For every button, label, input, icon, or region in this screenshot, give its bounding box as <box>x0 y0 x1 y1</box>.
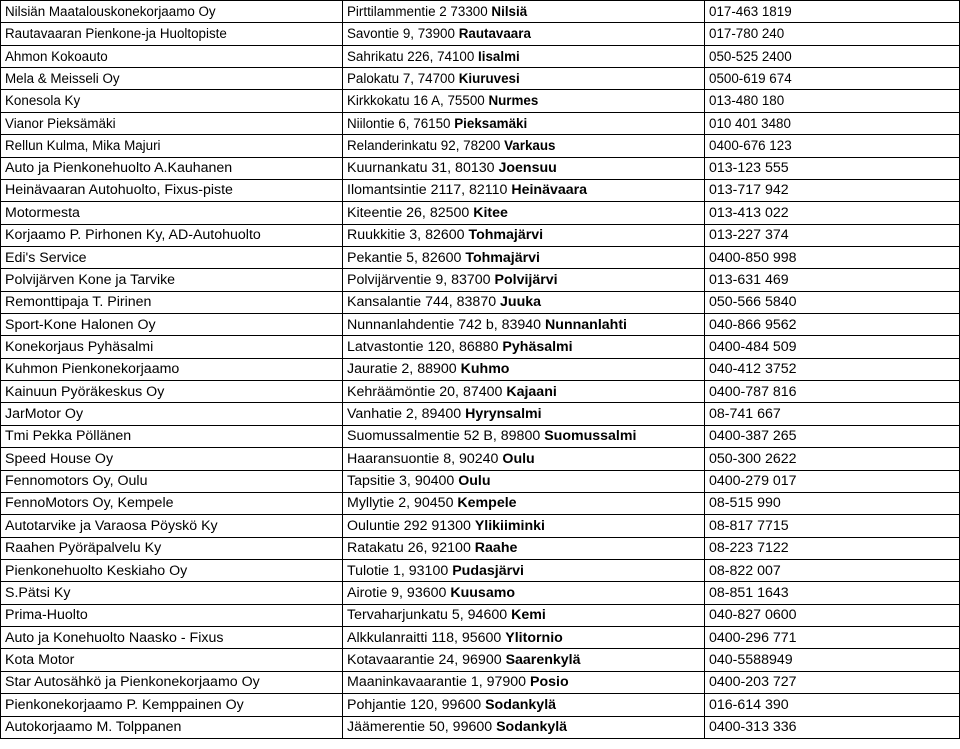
phone-number: 017-463 1819 <box>705 1 960 23</box>
city-name: Iisalmi <box>478 48 520 64</box>
dealer-name: Ahmon Kokoauto <box>1 45 343 67</box>
city-name: Varkaus <box>504 138 556 154</box>
city-name: Raahe <box>474 540 518 557</box>
street-address: Savontie 9, 73900 <box>347 26 455 42</box>
city-name: Pyhäsalmi <box>502 338 573 355</box>
phone-number: 0400-203 727 <box>705 671 960 693</box>
dealer-name: Kuhmon Pienkonekorjaamo <box>1 358 343 380</box>
dealer-name: FennoMotors Oy, Kempele <box>1 492 343 514</box>
city-name: Ylikiiminki <box>474 517 545 534</box>
dealer-name: Nilsiän Maatalouskonekorjaamo Oy <box>1 1 343 23</box>
city-name: Kuhmo <box>460 361 510 378</box>
phone-number: 0400-787 816 <box>705 381 960 403</box>
table-row <box>1 671 960 693</box>
dealer-address <box>343 157 705 179</box>
dealer-address <box>343 381 705 403</box>
dealer-address <box>343 135 705 157</box>
city-name: Rautavaara <box>458 26 531 42</box>
phone-number: 040-5588949 <box>705 649 960 671</box>
dealer-name: Kainuun Pyöräkeskus Oy <box>1 381 343 403</box>
phone-number: 040-412 3752 <box>705 358 960 380</box>
phone-number: 0400-676 123 <box>705 135 960 157</box>
table-row <box>1 1 960 23</box>
phone-number: 0500-619 674 <box>705 68 960 90</box>
dealer-address <box>343 269 705 291</box>
street-address: Relanderinkatu 92, 78200 <box>347 138 501 154</box>
table-row <box>1 135 960 157</box>
street-address: Alkkulanraitti 118, 95600 <box>347 629 502 646</box>
city-name: Kitee <box>473 204 508 221</box>
dealer-name: Konesola Ky <box>1 90 343 112</box>
dealer-name: Fennomotors Oy, Oulu <box>1 470 343 492</box>
dealer-name: Remonttipaja T. Pirinen <box>1 291 343 313</box>
phone-number: 0400-313 336 <box>705 716 960 738</box>
dealer-address <box>343 112 705 134</box>
dealer-address <box>343 425 705 447</box>
table-row <box>1 23 960 45</box>
street-address: Tervaharjunkatu 5, 94600 <box>347 607 508 624</box>
table-row <box>1 649 960 671</box>
table-row <box>1 179 960 201</box>
city-name: Ylitornio <box>505 629 563 646</box>
dealer-name: Polvijärven Kone ja Tarvike <box>1 269 343 291</box>
dealer-address <box>343 649 705 671</box>
dealer-address <box>343 448 705 470</box>
phone-number: 013-717 942 <box>705 179 960 201</box>
street-address: Sahrikatu 226, 74100 <box>347 48 475 64</box>
dealer-address <box>343 492 705 514</box>
dealer-address <box>343 224 705 246</box>
dealer-address <box>343 68 705 90</box>
table-row <box>1 269 960 291</box>
phone-number: 0400-850 998 <box>705 246 960 268</box>
phone-number: 013-227 374 <box>705 224 960 246</box>
street-address: Tulotie 1, 93100 <box>347 562 449 579</box>
city-name: Hyrynsalmi <box>465 406 542 423</box>
street-address: Ilomantsintie 2117, 82110 <box>347 182 508 199</box>
phone-number: 08-515 990 <box>705 492 960 514</box>
dealer-name: Konekorjaus Pyhäsalmi <box>1 336 343 358</box>
phone-number: 040-866 9562 <box>705 314 960 336</box>
city-name: Sodankylä <box>485 696 557 713</box>
table-row <box>1 202 960 224</box>
dealer-address <box>343 90 705 112</box>
dealer-address <box>343 515 705 537</box>
city-name: Tohmajärvi <box>468 227 544 244</box>
dealer-table-body <box>1 1 960 739</box>
street-address: Niilontie 6, 76150 <box>347 115 451 131</box>
dealer-name: Autotarvike ja Varaosa Pöyskö Ky <box>1 515 343 537</box>
dealer-name: Speed House Oy <box>1 448 343 470</box>
dealer-address <box>343 716 705 738</box>
phone-number: 013-413 022 <box>705 202 960 224</box>
dealer-address <box>343 1 705 23</box>
phone-number: 050-566 5840 <box>705 291 960 313</box>
table-row <box>1 492 960 514</box>
city-name: Kiuruvesi <box>458 71 520 87</box>
table-row <box>1 694 960 716</box>
dealer-name: Rautavaaran Pienkone-ja Huoltopiste <box>1 23 343 45</box>
dealer-name: Vianor Pieksämäki <box>1 112 343 134</box>
street-address: Palokatu 7, 74700 <box>347 71 455 87</box>
table-row <box>1 336 960 358</box>
street-address: Polvijärventie 9, 83700 <box>347 271 491 288</box>
phone-number: 0400-387 265 <box>705 425 960 447</box>
street-address: Nunnanlahdentie 742 b, 83940 <box>347 316 542 333</box>
table-row <box>1 45 960 67</box>
city-name: Saarenkylä <box>505 652 581 668</box>
city-name: Polvijärvi <box>494 271 558 288</box>
street-address: Jauratie 2, 88900 <box>347 361 457 378</box>
dealer-address <box>343 671 705 693</box>
phone-number: 010 401 3480 <box>705 112 960 134</box>
dealer-name: Auto ja Pienkonehuolto A.Kauhanen <box>1 157 343 179</box>
street-address: Tapsitie 3, 90400 <box>347 473 455 490</box>
dealer-name: JarMotor Oy <box>1 403 343 425</box>
dealer-address <box>343 604 705 626</box>
dealer-address <box>343 358 705 380</box>
street-address: Jäämerentie 50, 99600 <box>347 719 493 736</box>
dealer-name: Autokorjaamo M. Tolppanen <box>1 716 343 738</box>
dealer-address <box>343 314 705 336</box>
street-address: Suomussalmentie 52 B, 89800 <box>347 428 541 445</box>
table-row <box>1 112 960 134</box>
dealer-address <box>343 403 705 425</box>
dealer-name: Edi's Service <box>1 246 343 268</box>
street-address: Kirkkokatu 16 A, 75500 <box>347 93 485 109</box>
dealer-name: Pienkonekorjaamo P. Kemppainen Oy <box>1 694 343 716</box>
street-address: Pohjantie 120, 99600 <box>347 696 482 713</box>
street-address: Kehräämöntie 20, 87400 <box>347 383 503 400</box>
city-name: Pieksamäki <box>454 115 528 131</box>
street-address: Kiteentie 26, 82500 <box>347 204 470 221</box>
table-row <box>1 381 960 403</box>
dealer-name: Heinävaaran Autohuolto, Fixus-piste <box>1 179 343 201</box>
dealer-address <box>343 336 705 358</box>
city-name: Heinävaara <box>511 182 588 199</box>
table-row <box>1 470 960 492</box>
phone-number: 08-851 1643 <box>705 582 960 604</box>
table-row <box>1 627 960 649</box>
dealer-address <box>343 537 705 559</box>
phone-number: 050-525 2400 <box>705 45 960 67</box>
city-name: Oulu <box>458 473 491 490</box>
table-row <box>1 448 960 470</box>
street-address: Pekantie 5, 82600 <box>347 249 462 266</box>
dealer-address <box>343 627 705 649</box>
table-row <box>1 157 960 179</box>
city-name: Tohmajärvi <box>465 249 540 266</box>
phone-number: 017-780 240 <box>705 23 960 45</box>
dealer-address <box>343 179 705 201</box>
phone-number: 016-614 390 <box>705 694 960 716</box>
city-name: Nunnanlahti <box>545 316 627 333</box>
table-row <box>1 559 960 581</box>
street-address: Latvastontie 120, 86880 <box>347 338 499 355</box>
dealer-name: Auto ja Konehuolto Naasko - Fixus <box>1 627 343 649</box>
city-name: Joensuu <box>498 160 557 177</box>
phone-number: 013-123 555 <box>705 157 960 179</box>
dealer-address <box>343 45 705 67</box>
phone-number: 040-827 0600 <box>705 604 960 626</box>
dealer-name: Mela & Meisseli Oy <box>1 68 343 90</box>
phone-number: 08-741 667 <box>705 403 960 425</box>
phone-number: 050-300 2622 <box>705 448 960 470</box>
table-row <box>1 358 960 380</box>
street-address: Ruukkitie 3, 82600 <box>347 227 465 244</box>
city-name: Posio <box>530 674 569 691</box>
table-row <box>1 716 960 738</box>
street-address: Kuurnankatu 31, 80130 <box>347 160 495 177</box>
dealer-address <box>343 559 705 581</box>
phone-number: 013-480 180 <box>705 90 960 112</box>
dealer-address <box>343 694 705 716</box>
city-name: Kemi <box>511 607 546 624</box>
table-row <box>1 604 960 626</box>
street-address: Ouluntie 292 91300 <box>347 517 471 534</box>
dealer-address <box>343 246 705 268</box>
dealer-address <box>343 202 705 224</box>
dealer-address <box>343 291 705 313</box>
dealer-name: Raahen Pyöräpalvelu Ky <box>1 537 343 559</box>
phone-number: 0400-279 017 <box>705 470 960 492</box>
dealer-address <box>343 582 705 604</box>
dealer-name: Motormesta <box>1 202 343 224</box>
city-name: Oulu <box>502 450 535 467</box>
table-row <box>1 537 960 559</box>
phone-number: 08-817 7715 <box>705 515 960 537</box>
street-address: Myllytie 2, 90450 <box>347 495 454 512</box>
city-name: Juuka <box>500 294 542 311</box>
street-address: Kansalantie 744, 83870 <box>347 294 497 311</box>
phone-number: 0400-296 771 <box>705 627 960 649</box>
dealer-name: Prima-Huolto <box>1 604 343 626</box>
city-name: Kuusamo <box>450 584 515 601</box>
phone-number: 013-631 469 <box>705 269 960 291</box>
table-row <box>1 314 960 336</box>
dealer-name: Rellun Kulma, Mika Majuri <box>1 135 343 157</box>
street-address: Pirttilammentie 2 73300 <box>347 3 488 19</box>
table-row <box>1 403 960 425</box>
city-name: Nilsiä <box>491 3 528 19</box>
phone-number: 0400-484 509 <box>705 336 960 358</box>
dealer-name: S.Pätsi Ky <box>1 582 343 604</box>
street-address: Ratakatu 26, 92100 <box>347 540 471 557</box>
phone-number: 08-822 007 <box>705 559 960 581</box>
dealer-name: Tmi Pekka Pöllänen <box>1 425 343 447</box>
table-row <box>1 582 960 604</box>
phone-number: 08-223 7122 <box>705 537 960 559</box>
dealer-name: Sport-Kone Halonen Oy <box>1 314 343 336</box>
table-row <box>1 246 960 268</box>
street-address: Haaransuontie 8, 90240 <box>347 450 499 467</box>
city-name: Kajaani <box>506 383 557 400</box>
street-address: Maaninkavaarantie 1, 97900 <box>347 674 527 691</box>
street-address: Vanhatie 2, 89400 <box>347 406 462 423</box>
city-name: Pudasjärvi <box>452 562 524 579</box>
table-row <box>1 515 960 537</box>
dealer-name: Star Autosähkö ja Pienkonekorjaamo Oy <box>1 671 343 693</box>
table-row <box>1 425 960 447</box>
dealer-address <box>343 23 705 45</box>
city-name: Suomussalmi <box>544 428 637 445</box>
table-row <box>1 90 960 112</box>
table-row <box>1 68 960 90</box>
city-name: Nurmes <box>488 93 539 109</box>
street-address: Airotie 9, 93600 <box>347 584 447 601</box>
dealer-address <box>343 470 705 492</box>
city-name: Kempele <box>457 495 517 512</box>
dealer-name: Kota Motor <box>1 649 343 671</box>
table-row <box>1 224 960 246</box>
dealer-name: Pienkonehuolto Keskiaho Oy <box>1 559 343 581</box>
table-row <box>1 291 960 313</box>
street-address: Kotavaarantie 24, 96900 <box>347 652 502 668</box>
city-name: Sodankylä <box>496 719 568 736</box>
dealer-name: Korjaamo P. Pirhonen Ky, AD-Autohuolto <box>1 224 343 246</box>
